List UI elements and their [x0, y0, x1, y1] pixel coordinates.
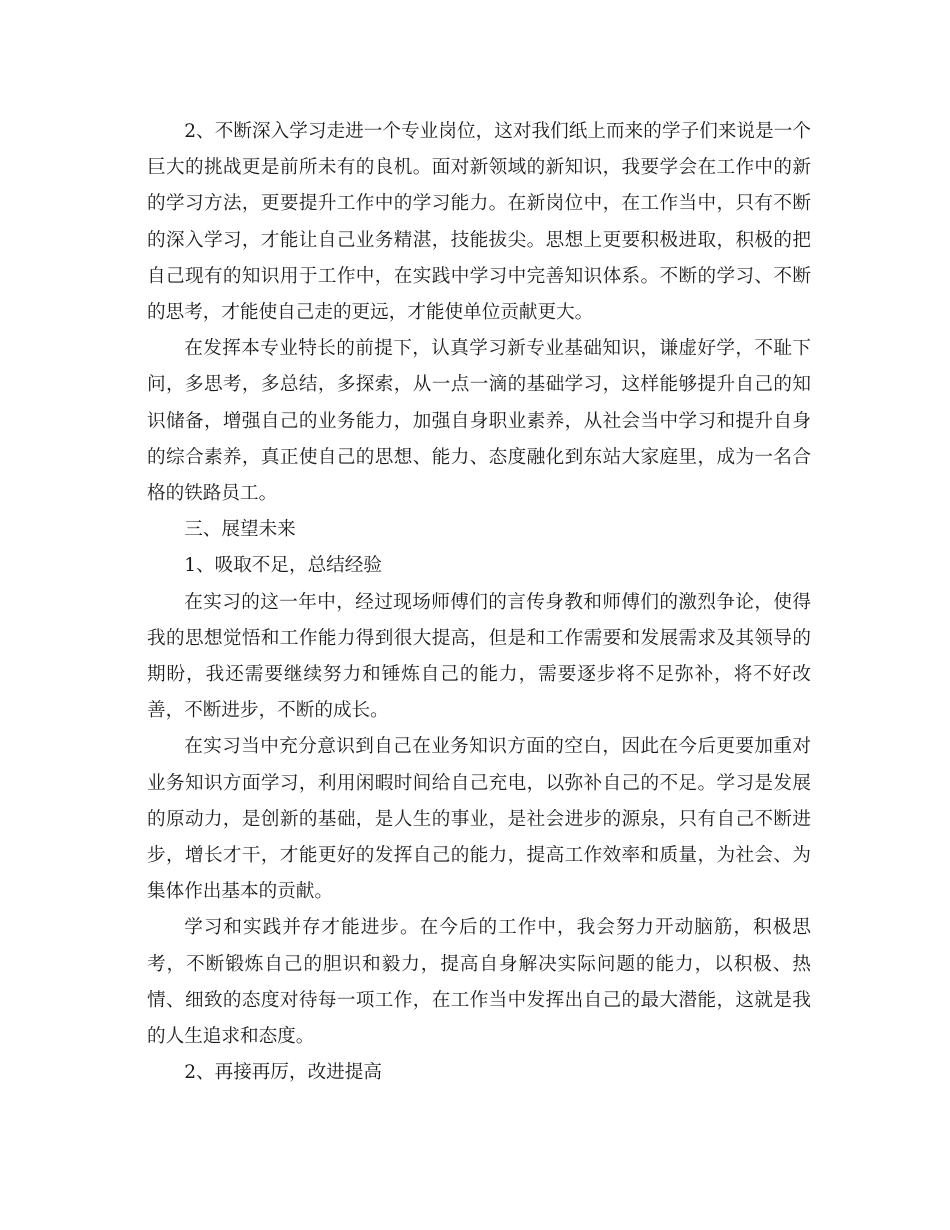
subheading-lessons: 1、吸取不足，总结经验 [184, 555, 382, 577]
paragraph-internship-year: 在实习的这一年中，经过现场师傅们的言传身教和师傅们的激烈争论，使得我的思想觉悟和工作能力得到很大提高，但是和工作需要和发展需求及其领导的期盼，我还需要继续努力和锤炼自己的能力，需要逐步将不足弥补，将不好改善，不断进步，不断的成长。 [147, 591, 811, 722]
paragraph-professional-strengths: 在发挥本专业特长的前提下，认真学习新专业基础知识，谦虚好学，不耻下问，多思考，多总结，多探索，从一点一滴的基础学习，这样能够提升自己的知识储备，增强自己的业务能力，加强自身职业素养，从社会当中学习和提升自身的综合素养，真正使自己的思想、能力、态度融化到东站大家庭里，成为一名合格的铁路员工。 [147, 338, 811, 505]
paragraph-study-and-practice: 学习和实践并存才能进步。在今后的工作中，我会努力开动脑筋，积极思考，不断锻炼自己的胆识和毅力，提高自身解决实际问题的能力，以积极、热情、细致的态度对待每一项工作，在工作当中发挥出自己的最大潜能，这就是我的人生追求和态度。 [147, 917, 811, 1048]
paragraph-knowledge-gaps: 在实习当中充分意识到自己在业务知识方面的空白，因此在今后更要加重对业务知识方面学习，利用闲暇时间给自己充电，以弥补自己的不足。学习是发展的原动力，是创新的基础，是人生的事业，是社会进步的源泉，只有自己不断进步，增长才干，才能更好的发挥自己的能力，提高工作效率和质量，为社会、为集体作出基本的贡献。 [147, 736, 811, 903]
section-heading-outlook: 三、展望未来 [184, 519, 296, 541]
subheading-keep-improving: 2、再接再厉，改进提高 [184, 1062, 382, 1084]
document-body [147, 114, 811, 1091]
paragraph-study-deeply: 2、不断深入学习走进一个专业岗位，这对我们纸上而来的学子们来说是一个巨大的挑战更是前所未有的良机。面对新领域的新知识，我要学会在工作中的新的学习方法，更要提升工作中的学习能力。在新岗位中，在工作当中，只有不断的深入学习，才能让自己业务精湛，技能拔尖。思想上更要积极进取，积极的把自己现有的知识用于工作中，在实践中学习中完善知识体系。不断的学习、不断的思考，才能使自己走的更远，才能使单位贡献更大。 [147, 121, 811, 324]
